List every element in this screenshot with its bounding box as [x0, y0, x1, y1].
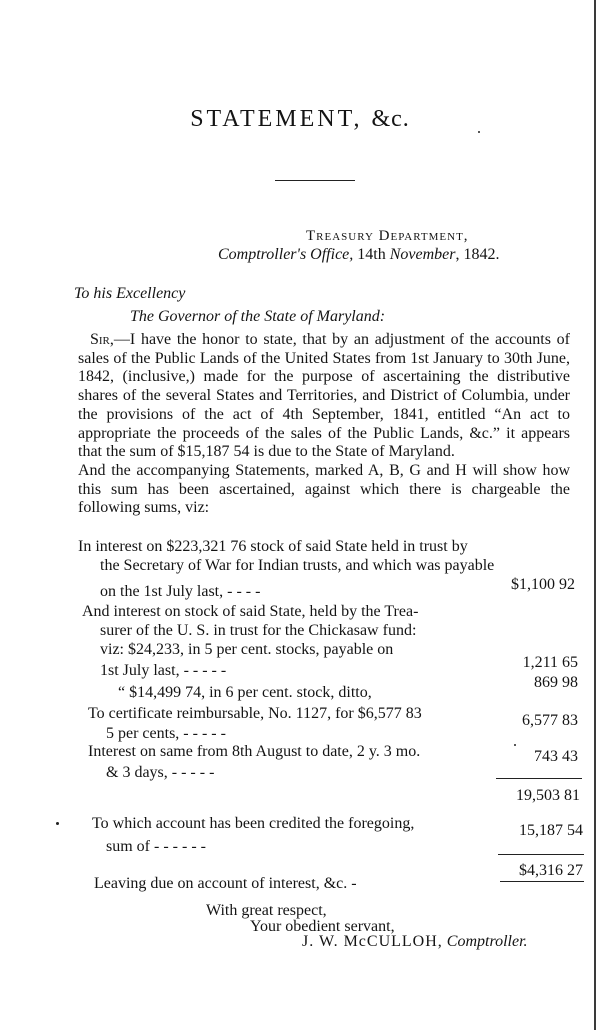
title-main: STATEMENT, [190, 106, 363, 132]
department-heading: Treasury Department, [306, 228, 469, 244]
item-5-amount: 743 43 [534, 748, 578, 765]
credit-line-b: sum of - - - - - - [106, 838, 206, 855]
title-rule [275, 180, 355, 181]
item-2-line-b: surer of the U. S. in trust for the Chickasaw fund: [100, 622, 417, 639]
office-date-line [218, 246, 499, 264]
signature [302, 933, 528, 951]
closing-line-2: Your obedient servant, [250, 918, 395, 935]
item-4-amount: 6,577 83 [522, 712, 578, 729]
item-5-line-a: Interest on same from 8th August to date, 2 y. 3 mo. [88, 743, 421, 760]
letter-body [78, 331, 570, 518]
item-2-line-c: viz: $24,233, in 5 per cent. stocks, payable on [100, 641, 394, 658]
office-name: Comptroller's Office, [218, 246, 354, 263]
paragraph-1: —I have the honor to state, that by an adjustment of the accounts of sales of the Public Lands of the United States from 1st January to 30th June, 1842, (inclusive,) made for the purpose of ascertaining the distributive shares of the several States and Territories, and District of Columbia, under the provisions of the act of 4th September, 1841, entitled “An act to appropriate the proceeds of the sales of the Public Lands, &c.” it appears that the sum of $15,187 54 is due to the State of Maryland. [78, 331, 570, 461]
total-amount: 19,503 81 [516, 787, 580, 804]
salutation-line-1: To his Excellency [74, 285, 186, 302]
item-1-line-b: the Secretary of War for Indian trusts, and which was payable [100, 557, 495, 574]
item-4-line-b: 5 per cents, - - - - - [106, 725, 226, 742]
subtotal-rule [496, 778, 582, 779]
document-title [0, 106, 600, 133]
leaving-line: Leaving due on account of interest, &c. - [94, 875, 357, 892]
paragraph-2: And the accompanying Statements, marked A, B, G and H will show how this sum has been ascertained, against which there is chargeable the following sums, viz: [78, 461, 570, 517]
item-5-line-b: & 3 days, - - - - - [106, 764, 215, 781]
item-1-line-c: on the 1st July last, - - - - [100, 583, 261, 600]
title-etc: &c. [371, 106, 410, 132]
date-year: , 1842. [455, 246, 500, 263]
ink-speck [514, 744, 516, 746]
leaving-amount: $4,316 27 [519, 862, 583, 879]
signatory-name: J. W. McCULLOH, [302, 933, 443, 950]
credit-line-a: To which account has been credited the foregoing, [92, 815, 415, 832]
item-1-line-a: In interest on $223,321 76 stock of said State held in trust by [78, 538, 468, 555]
item-2-line-a: And interest on stock of said State, held by the Trea- [82, 603, 419, 620]
item-2-amount: 1,211 65 [522, 654, 578, 671]
balance-rule [498, 854, 584, 855]
item-2-line-d: 1st July last, - - - - - [100, 662, 227, 679]
signatory-role: Comptroller. [446, 933, 528, 950]
item-4-line-a: To certificate reimbursable, No. 1127, for $6,577 83 [88, 705, 422, 722]
salutation-line-2: The Governor of the State of Maryland: [130, 308, 386, 325]
date-month: November [389, 246, 456, 263]
ink-speck [56, 822, 59, 825]
closing-line-1: With great respect, [206, 902, 327, 919]
page-edge [594, 0, 596, 1030]
date-day: 14th [357, 246, 386, 263]
leaving-underline [500, 881, 584, 882]
item-3-line: “ $14,499 74, in 6 per cent. stock, ditto, [118, 684, 372, 701]
credit-amount: 15,187 54 [519, 822, 583, 839]
sir-word: Sir, [90, 331, 114, 348]
item-3-amount: 869 98 [534, 674, 578, 691]
item-1-amount: $1,100 92 [511, 576, 575, 593]
